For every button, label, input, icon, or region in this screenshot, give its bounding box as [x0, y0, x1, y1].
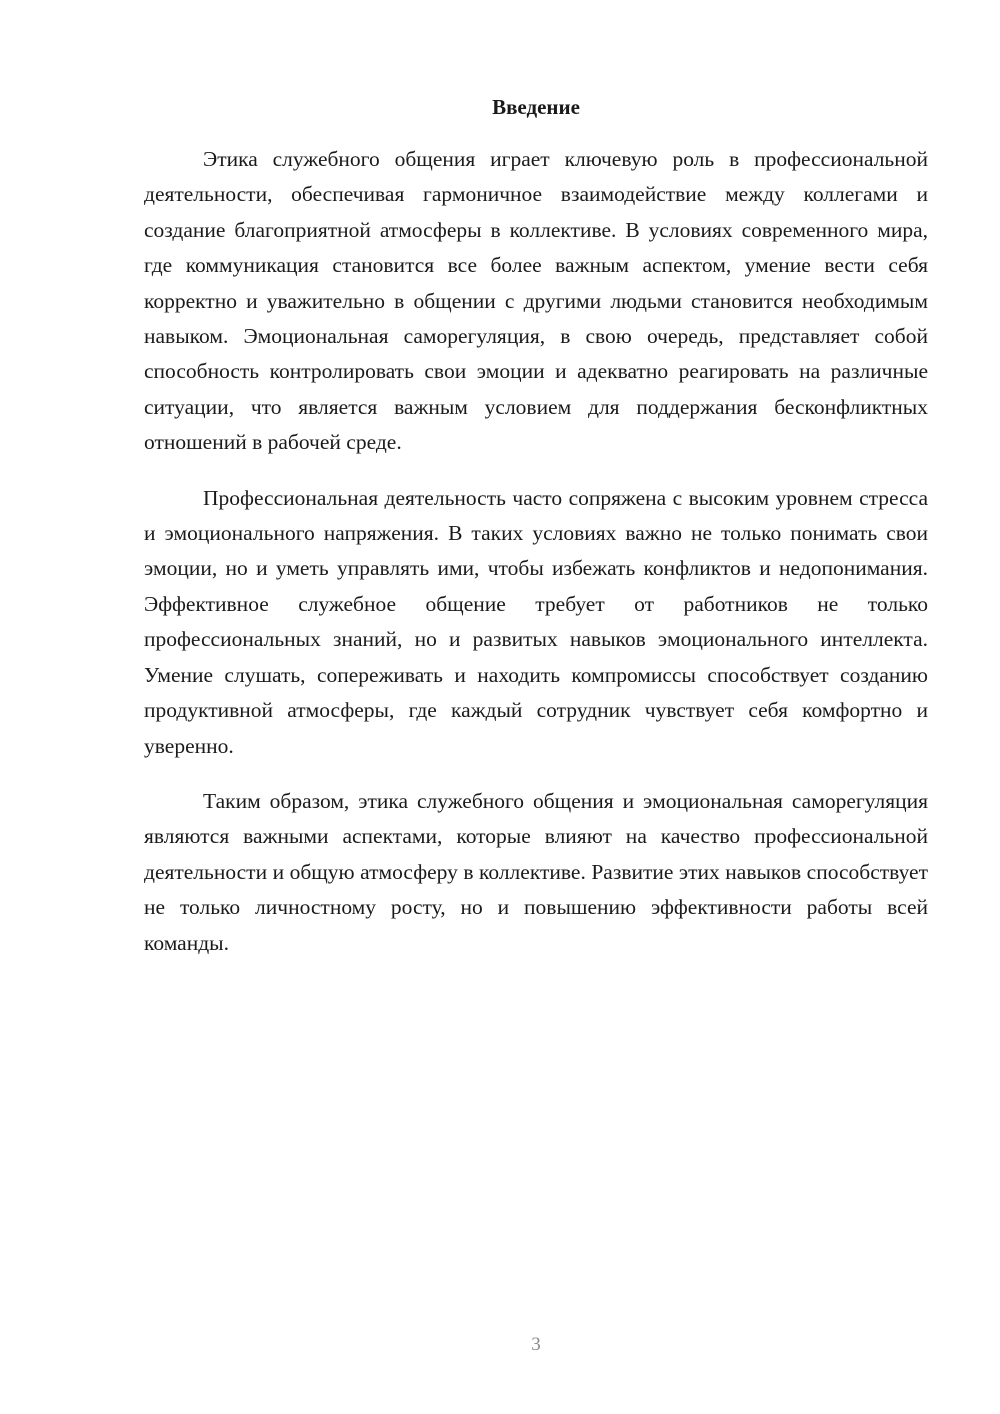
section-title: Введение — [492, 95, 580, 119]
paragraph-3: Таким образом, этика служебного общения и эмоциональная саморегуляция являются важными аспектами, которые влияют на качество профессиональной деятельности и общую атмосферу в коллективе. Развитие этих навыков способствует не только личностному росту, но и повышению эффективности работы всей команды. — [144, 788, 928, 955]
paragraph-2: Профессиональная деятельность часто сопряжена с высоким уровнем стресса и эмоционального напряжения. В таких условиях важно не только понимать свои эмоции, но и уметь управлять ими, чтобы избежать конфликтов и недопонимания. Эффективное служебное общение требует от работников не только профессиональных знаний, но и развитых навыков эмоционального интеллекта. Умение слушать, сопереживать и находить компромиссы способствует созданию продуктивной атмосферы, где каждый сотрудник чувствует себя комфортно и уверенно. — [144, 485, 928, 758]
page-number: 3 — [531, 1334, 541, 1355]
body-text — [144, 142, 928, 981]
paragraph-1: Этика служебного общения играет ключевую роль в профессиональной деятельности, обеспечивая гармоничное взаимодействие между коллегами и создание благоприятной атмосферы в коллективе. В условиях современного мира, где коммуникация становится все более важным аспектом, умение вести себя корректно и уважительно в общении с другими людьми становится необходимым навыком. Эмоциональная саморегуляция, в свою очередь, представляет собой способность контролировать свои эмоции и адекватно реагировать на различные ситуации, что является важным условием для поддержания бесконфликтных отношений в рабочей среде. — [144, 147, 928, 455]
